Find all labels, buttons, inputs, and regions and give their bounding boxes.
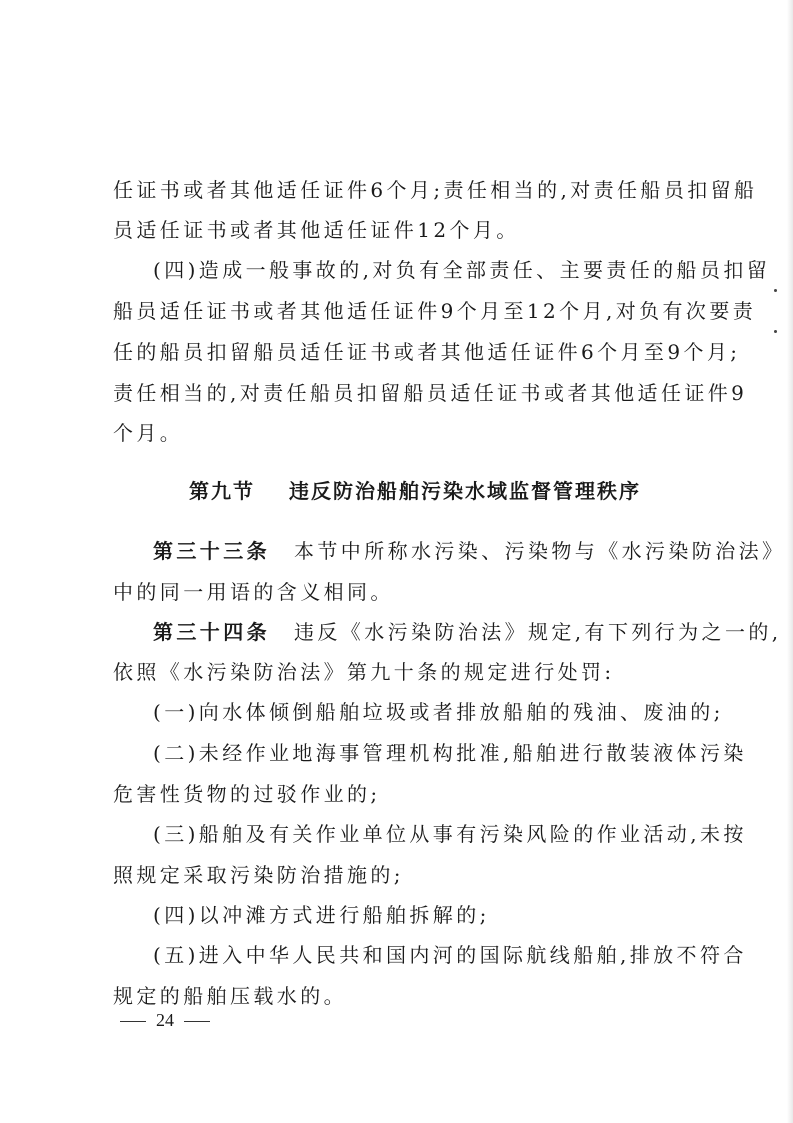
body-line: 任的船员扣留船员适任证书或者其他适任证件6个月至9个月; bbox=[113, 340, 741, 364]
body-line: 中的同一用语的含义相同。 bbox=[113, 580, 394, 604]
list-item: (三)船舶及有关作业单位从事有污染风险的作业活动,未按 bbox=[153, 822, 747, 846]
section-heading bbox=[189, 477, 641, 505]
article-33-line-1 bbox=[153, 537, 786, 565]
list-item: (四)以冲滩方式进行船舶拆解的; bbox=[153, 903, 490, 927]
dash-right bbox=[184, 1021, 210, 1022]
section-title: 违反防治船舶污染水域监督管理秩序 bbox=[289, 479, 641, 503]
page-number-value: 24 bbox=[156, 1010, 174, 1030]
dash-left bbox=[120, 1021, 146, 1022]
section-number: 第九节 bbox=[189, 479, 255, 503]
scan-speck bbox=[774, 330, 777, 333]
article-label: 第三十四条 bbox=[153, 620, 270, 644]
list-item-continuation: 规定的船舶压载水的。 bbox=[113, 984, 347, 1008]
body-line: 任证书或者其他适任证件6个月;责任相当的,对责任船员扣留船 bbox=[113, 178, 758, 202]
body-line: (四)造成一般事故的,对负有全部责任、主要责任的船员扣留 bbox=[153, 258, 771, 282]
list-item-continuation: 照规定采取污染防治措施的; bbox=[113, 863, 404, 887]
page-number bbox=[120, 1008, 210, 1032]
list-item: (一)向水体倾倒船舶垃圾或者排放船舶的残油、废油的; bbox=[153, 700, 724, 724]
list-item: (五)进入中华人民共和国内河的国际航线船舶,排放不符合 bbox=[153, 943, 747, 967]
scan-speck bbox=[774, 289, 777, 292]
body-line: 依照《水污染防治法》第九十条的规定进行处罚: bbox=[113, 660, 615, 684]
scan-edge-shadow bbox=[787, 0, 793, 1123]
article-34-line-1 bbox=[153, 618, 782, 646]
list-item: (二)未经作业地海事管理机构批准,船舶进行散装液体污染 bbox=[153, 741, 747, 765]
body-line: 员适任证书或者其他适任证件12个月。 bbox=[113, 218, 520, 242]
body-line: 责任相当的,对责任船员扣留船员适任证书或者其他适任证件9 bbox=[113, 381, 748, 405]
body-line: 船员适任证书或者其他适任证件9个月至12个月,对负有次要责 bbox=[113, 299, 757, 323]
article-label: 第三十三条 bbox=[153, 539, 270, 563]
list-item-continuation: 危害性货物的过驳作业的; bbox=[113, 782, 381, 806]
article-text: 本节中所称水污染、污染物与《水污染防治法》 bbox=[294, 539, 786, 563]
article-text: 违反《水污染防治法》规定,有下列行为之一的, bbox=[294, 620, 782, 644]
body-line: 个月。 bbox=[113, 421, 184, 445]
